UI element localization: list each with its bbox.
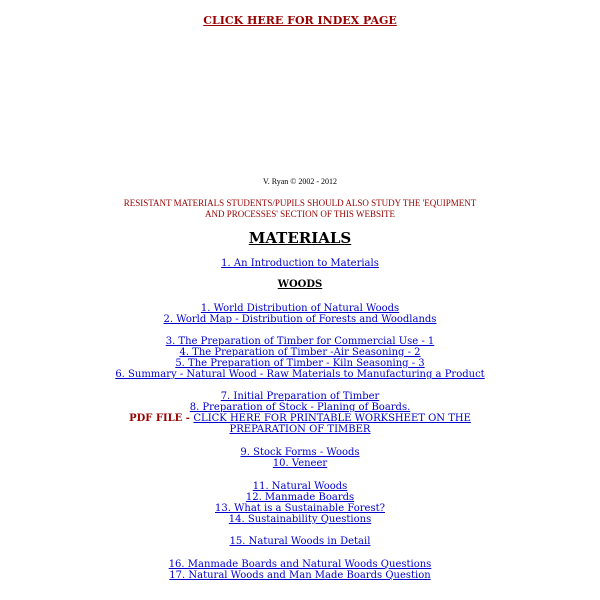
link-world-map[interactable]: 2. World Map - Distribution of Forests and Woodlands <box>163 314 437 325</box>
copyright-text: V. Ryan © 2002 - 2012 <box>262 177 338 186</box>
link-stock-forms[interactable]: 9. Stock Forms - Woods <box>240 447 360 458</box>
link-row <box>0 347 600 358</box>
link-man-made-boards-question[interactable]: 17. Natural Woods and Man Made Boards Question <box>169 570 431 581</box>
link-row <box>0 481 600 492</box>
link-row <box>0 358 600 369</box>
link-row <box>0 303 600 314</box>
page-title: MATERIALS <box>248 229 352 247</box>
link-natural-woods[interactable]: 11. Natural Woods <box>252 481 348 492</box>
link-row <box>0 492 600 503</box>
pdf-separator: - <box>182 413 194 424</box>
link-row <box>0 458 600 469</box>
link-row <box>0 369 600 380</box>
link-row <box>0 570 600 581</box>
pdf-row <box>0 413 600 424</box>
index-page-link-row <box>0 14 600 27</box>
woods-heading: WOODS <box>277 279 323 290</box>
link-row <box>0 503 600 514</box>
link-sustainability-questions[interactable]: 14. Sustainability Questions <box>228 514 372 525</box>
link-row <box>0 447 600 458</box>
pdf-worksheet-link[interactable]: CLICK HERE FOR PRINTABLE WORKSHEET ON THE <box>193 413 471 424</box>
link-world-distribution[interactable]: 1. World Distribution of Natural Woods <box>200 303 400 314</box>
link-row <box>0 402 600 413</box>
link-row <box>0 559 600 570</box>
index-page-link[interactable]: CLICK HERE FOR INDEX PAGE <box>203 14 397 27</box>
link-manmade-boards[interactable]: 12. Manmade Boards <box>245 492 355 503</box>
study-notice-line-2: AND PROCESSES' SECTION OF THIS WEBSITE <box>204 209 396 219</box>
link-veneer[interactable]: 10. Veneer <box>272 458 328 469</box>
study-notice-line-1: RESISTANT MATERIALS STUDENTS/PUPILS SHOULD ALSO STUDY THE 'EQUIPMENT <box>123 198 477 208</box>
link-row <box>0 336 600 347</box>
pdf-row-2 <box>0 424 600 435</box>
link-row <box>0 514 600 525</box>
study-notice <box>0 198 600 220</box>
link-sustainable-forest[interactable]: 13. What is a Sustainable Forest? <box>215 503 385 514</box>
link-natural-woods-detail[interactable]: 15. Natural Woods in Detail <box>229 536 371 547</box>
link-summary[interactable]: 6. Summary - Natural Wood - Raw Materials to Manufacturing a Product <box>115 369 485 380</box>
link-row <box>0 391 600 402</box>
link-planing-boards[interactable]: 8. Preparation of Stock - Planing of Boards. <box>189 402 411 413</box>
link-preparation-1[interactable]: 3. The Preparation of Timber for Commercial Use - 1 <box>165 336 435 347</box>
link-air-seasoning[interactable]: 4. The Preparation of Timber -Air Seasoning - 2 <box>179 347 421 358</box>
link-kiln-seasoning[interactable]: 5. The Preparation of Timber - Kiln Seasoning - 3 <box>175 358 425 369</box>
link-row <box>0 536 600 547</box>
intro-materials-link[interactable]: 1. An Introduction to Materials <box>221 258 379 269</box>
pdf-worksheet-link-2[interactable]: PREPARATION OF TIMBER <box>229 424 371 435</box>
intro-link-row <box>0 258 600 269</box>
link-boards-woods-questions[interactable]: 16. Manmade Boards and Natural Woods Questions <box>168 559 432 570</box>
pdf-label: PDF FILE <box>129 413 183 424</box>
link-row <box>0 314 600 325</box>
link-initial-preparation[interactable]: 7. Initial Preparation of Timber <box>220 391 380 402</box>
